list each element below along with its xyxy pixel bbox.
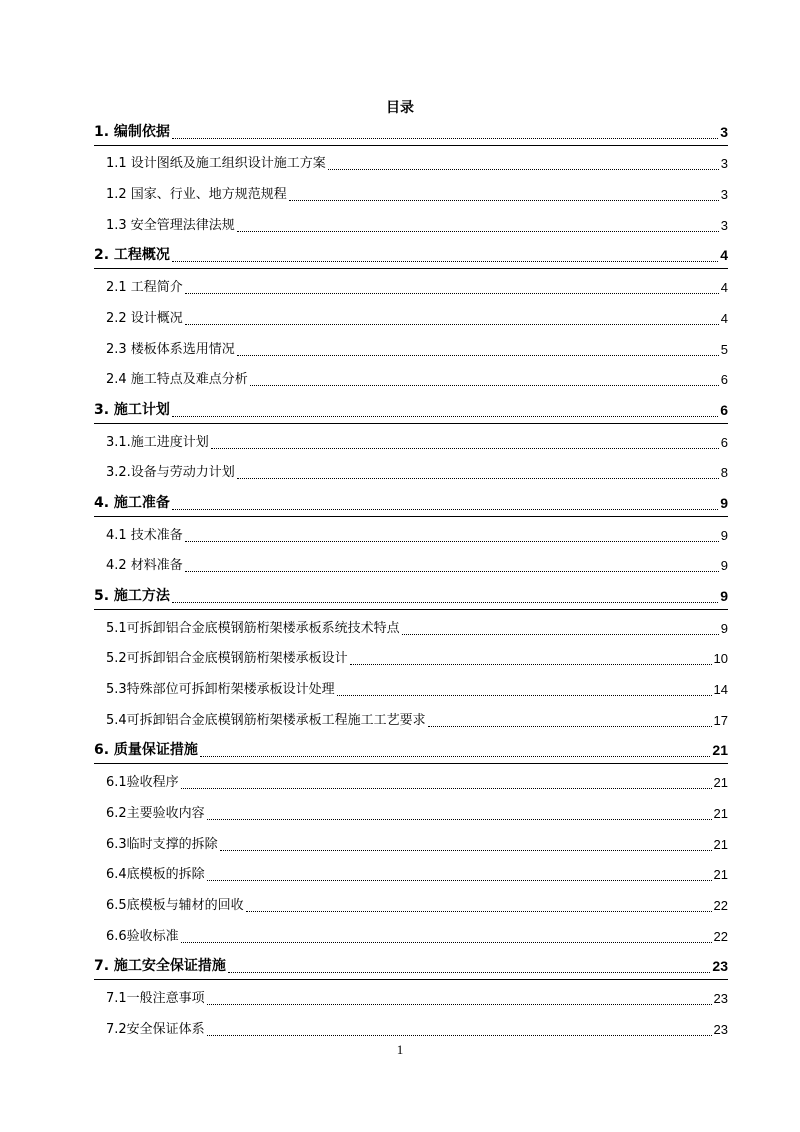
toc-entry-label: 6. 质量保证措施 xyxy=(94,742,198,759)
toc-section-entry[interactable] xyxy=(94,578,728,610)
toc-subsection-entry[interactable] xyxy=(94,887,728,918)
toc-subsection-entry[interactable] xyxy=(94,207,728,238)
toc-entry-label: 5.2可拆卸铝合金底模钢筋桁架楼承板设计 xyxy=(106,651,348,667)
toc-section-entry[interactable] xyxy=(94,485,728,517)
toc-subsection-entry[interactable] xyxy=(94,455,728,486)
toc-dot-leader xyxy=(207,879,712,881)
toc-entry-page: 23 xyxy=(713,990,728,1006)
toc-dot-leader xyxy=(211,447,719,449)
toc-dot-leader xyxy=(337,694,712,696)
toc-entry-label: 3.2.设备与劳动力计划 xyxy=(106,465,235,481)
toc-subsection-entry[interactable] xyxy=(94,702,728,733)
toc-entry-label: 3. 施工计划 xyxy=(94,401,170,418)
toc-entry-label: 6.5底模板与辅材的回收 xyxy=(106,897,244,913)
toc-entry-page: 23 xyxy=(713,1021,728,1037)
toc-entry-label: 1. 编制依据 xyxy=(94,123,170,140)
toc-dot-leader xyxy=(172,415,718,417)
toc-entry-page: 4 xyxy=(720,247,728,264)
toc-entry-label: 5. 施工方法 xyxy=(94,588,170,604)
toc-entry-label: 5.4可拆卸铝合金底模钢筋桁架楼承板工程施工工艺要求 xyxy=(106,712,426,728)
toc-dot-leader xyxy=(172,260,718,262)
toc-subsection-entry[interactable] xyxy=(94,857,728,888)
toc-subsection-entry[interactable] xyxy=(94,918,728,949)
toc-dot-leader xyxy=(172,137,718,139)
toc-entry-label: 7.1一般注意事项 xyxy=(106,990,205,1006)
toc-entry-label: 6.3临时支撑的拆除 xyxy=(106,836,218,852)
toc-dot-leader xyxy=(207,818,712,820)
toc-subsection-entry[interactable] xyxy=(94,795,728,826)
toc-entry-page: 3 xyxy=(720,187,728,203)
toc-entry-page: 22 xyxy=(713,897,728,913)
toc-dot-leader xyxy=(181,941,712,943)
toc-entry-label: 4. 施工准备 xyxy=(94,494,170,511)
toc-subsection-entry[interactable] xyxy=(94,331,728,362)
toc-dot-leader xyxy=(250,384,719,386)
toc-dot-leader xyxy=(402,633,719,635)
toc-dot-leader xyxy=(237,477,719,479)
toc-subsection-entry[interactable] xyxy=(94,1011,728,1042)
toc-entry-label: 2.3 楼板体系选用情况 xyxy=(106,341,235,357)
toc-entry-page: 9 xyxy=(720,494,728,511)
toc-entry-label: 6.2主要验收内容 xyxy=(106,805,205,821)
toc-entry-page: 3 xyxy=(720,123,728,140)
toc-entry-page: 5 xyxy=(720,341,728,357)
toc-subsection-entry[interactable] xyxy=(94,671,728,702)
toc-subsection-entry[interactable] xyxy=(94,980,728,1011)
toc-entry-label: 4.2 材料准备 xyxy=(106,558,183,574)
toc-entry-page: 17 xyxy=(713,712,728,728)
toc-entry-page: 9 xyxy=(720,620,728,636)
toc-entry-label: 5.1可拆卸铝合金底模钢筋桁架楼承板系统技术特点 xyxy=(106,620,400,636)
toc-subsection-entry[interactable] xyxy=(94,300,728,331)
toc-section-entry[interactable] xyxy=(94,114,728,146)
toc-entry-page: 4 xyxy=(720,310,728,326)
toc-entry-label: 6.4底模板的拆除 xyxy=(106,867,205,883)
toc-subsection-entry[interactable] xyxy=(94,517,728,548)
toc-entry-page: 9 xyxy=(720,558,728,574)
toc-dot-leader xyxy=(246,910,712,912)
toc-entry-label: 1.3 安全管理法律法规 xyxy=(106,217,235,233)
toc-entry-page: 9 xyxy=(720,527,728,543)
toc-entry-page: 21 xyxy=(713,836,728,852)
toc-section-entry[interactable] xyxy=(94,949,728,981)
toc-dot-leader xyxy=(207,1034,712,1036)
toc-subsection-entry[interactable] xyxy=(94,610,728,641)
toc-entry-page: 6 xyxy=(720,372,728,388)
toc-entry-page: 21 xyxy=(713,805,728,821)
toc-entry-label: 4.1 技术准备 xyxy=(106,527,183,543)
toc-entry-page: 21 xyxy=(712,742,728,759)
toc-subsection-entry[interactable] xyxy=(94,176,728,207)
toc-entry-page: 14 xyxy=(713,682,728,698)
toc-dot-leader xyxy=(350,663,712,665)
toc-subsection-entry[interactable] xyxy=(94,548,728,579)
toc-subsection-entry[interactable] xyxy=(94,146,728,177)
toc-subsection-entry[interactable] xyxy=(94,826,728,857)
toc-dot-leader xyxy=(289,199,719,201)
toc-title: 目录 xyxy=(386,100,414,116)
toc-entry-page: 10 xyxy=(713,651,728,667)
toc-entry-page: 22 xyxy=(713,928,728,944)
toc-entry-label: 6.1验收程序 xyxy=(106,775,179,791)
toc-dot-leader xyxy=(228,971,710,973)
toc-entry-label: 7. 施工安全保证措施 xyxy=(94,958,226,975)
toc-entry-label: 2. 工程概况 xyxy=(94,247,170,264)
toc-dot-leader xyxy=(185,323,719,325)
toc-dot-leader xyxy=(237,230,719,232)
toc-entry-label: 6.6验收标准 xyxy=(106,928,179,944)
toc-dot-leader xyxy=(172,508,718,510)
toc-entry-label: 7.2安全保证体系 xyxy=(106,1021,205,1037)
toc-dot-leader xyxy=(207,1003,712,1005)
toc-section-entry[interactable] xyxy=(94,733,728,765)
toc-dot-leader xyxy=(185,570,719,572)
toc-entry-page: 9 xyxy=(720,588,728,604)
toc-subsection-entry[interactable] xyxy=(94,424,728,455)
toc-entry-page: 21 xyxy=(713,775,728,791)
toc-entry-page: 23 xyxy=(712,958,728,975)
toc-entry-label: 5.3特殊部位可拆卸桁架楼承板设计处理 xyxy=(106,682,335,698)
toc-dot-leader xyxy=(237,354,719,356)
table-of-contents xyxy=(94,114,728,1042)
toc-dot-leader xyxy=(220,849,712,851)
toc-subsection-entry[interactable] xyxy=(94,641,728,672)
toc-entry-page: 3 xyxy=(720,217,728,233)
toc-dot-leader xyxy=(172,601,718,603)
toc-entry-page: 3 xyxy=(720,156,728,172)
toc-entry-page: 6 xyxy=(720,401,728,418)
toc-entry-label: 2.1 工程简介 xyxy=(106,280,183,296)
toc-entry-label: 2.2 设计概况 xyxy=(106,310,183,326)
toc-entry-page: 6 xyxy=(720,434,728,450)
toc-entry-label: 2.4 施工特点及难点分析 xyxy=(106,372,248,388)
toc-dot-leader xyxy=(200,755,710,757)
toc-dot-leader xyxy=(328,168,719,170)
toc-subsection-entry[interactable] xyxy=(94,764,728,795)
toc-entry-page: 4 xyxy=(720,280,728,296)
toc-subsection-entry[interactable] xyxy=(94,362,728,393)
toc-entry-page: 21 xyxy=(713,867,728,883)
toc-dot-leader xyxy=(428,725,712,727)
toc-dot-leader xyxy=(181,787,712,789)
toc-dot-leader xyxy=(185,540,719,542)
toc-subsection-entry[interactable] xyxy=(94,269,728,300)
toc-entry-page: 8 xyxy=(720,465,728,481)
toc-entry-label: 1.2 国家、行业、地方规范规程 xyxy=(106,187,287,203)
toc-entry-label: 1.1 设计图纸及施工组织设计施工方案 xyxy=(106,156,326,172)
toc-section-entry[interactable] xyxy=(94,392,728,424)
toc-section-entry[interactable] xyxy=(94,238,728,270)
toc-dot-leader xyxy=(185,292,719,294)
page-number: 1 xyxy=(396,1042,404,1057)
toc-entry-label: 3.1.施工进度计划 xyxy=(106,434,209,450)
